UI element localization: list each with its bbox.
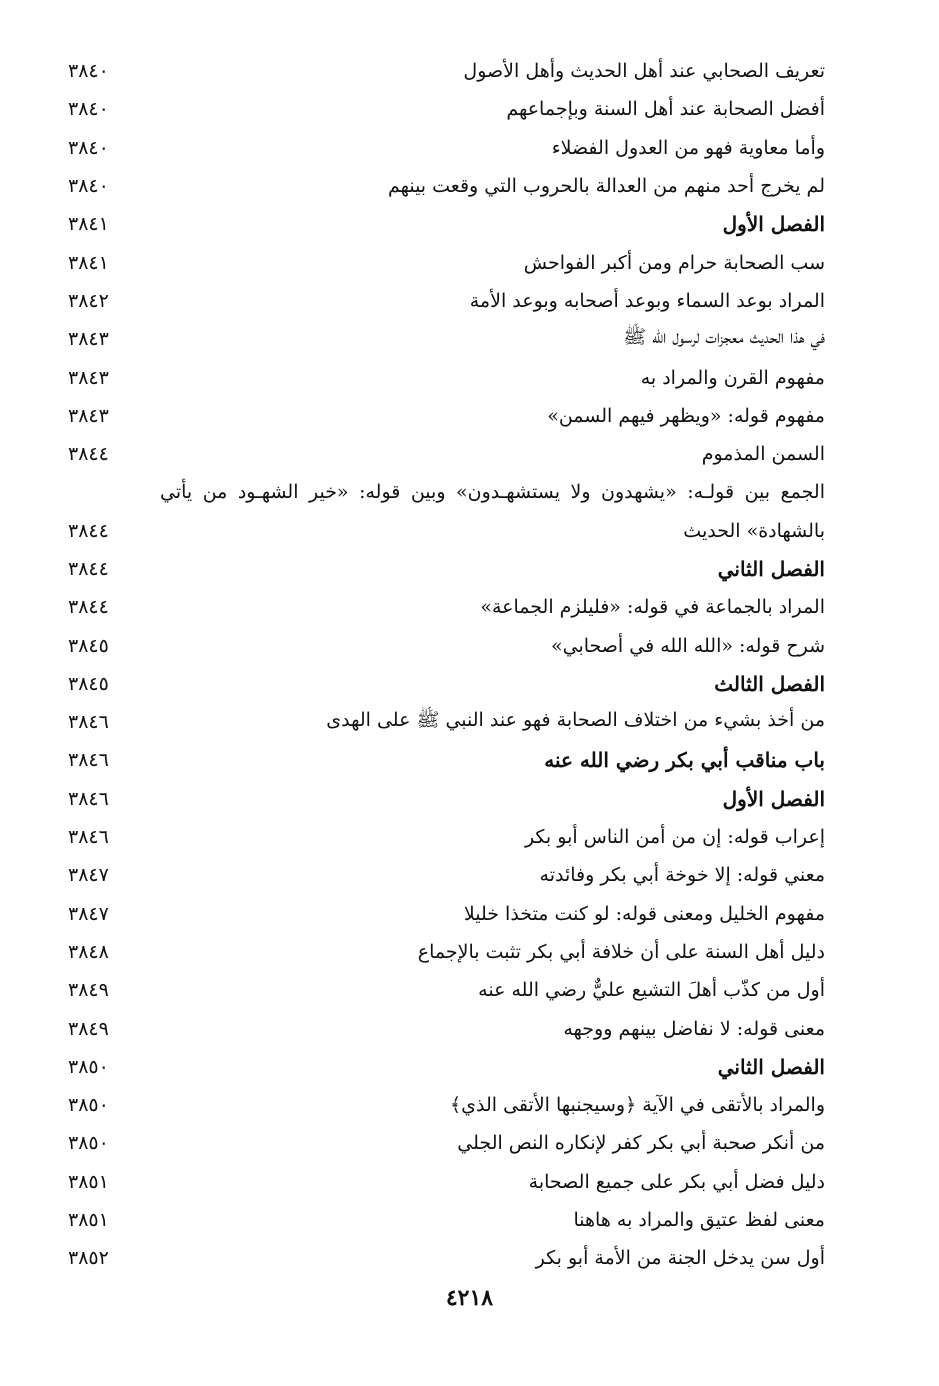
toc-entry-page: ٣٨٤٩ [68,979,109,1002]
toc-entry [60,1124,825,1162]
toc-entry-title: الفصل الثاني [717,557,825,581]
toc-entry-title: الفصل الأول [722,212,825,237]
toc-entry [60,435,825,473]
toc-entry-page: ٣٨٤٧ [68,864,109,887]
toc-entry-title: مفهوم قوله: «ويظهر فيهم السمن» [547,404,825,427]
toc-entry-title: دليل أهل السنة على أن خلافة أبي بكر تثبت بالإجماع [417,940,825,963]
toc-entry-page: ٣٨٤٣ [68,366,109,389]
toc-heading [60,1048,825,1086]
toc-entry-page: ٣٨٤٠ [68,175,109,198]
toc-entry-page: ٣٨٤٧ [68,902,109,925]
toc-entry-page: ٣٨٤٥ [68,672,109,695]
toc-entry-title: دليل فضل أبي بكر على جميع الصحابة [528,1170,825,1193]
toc-entry [60,971,825,1009]
toc-entry-title: باب مناقب أبي بكر رضي الله عنه [544,748,825,773]
toc-entry-title: لم يخرج أحد منهم من العدالة بالحروب التي وقعت بينهم [387,175,825,198]
toc-entry-title: أول من كذّب أهلَ التشيع عليٌّ رضي الله عنه [478,979,825,1002]
toc-entry-page: ٣٨٤٠ [68,136,109,159]
toc-entry-title: الفصل الأول [722,786,825,811]
page-number: ٤٢١٨ [445,1285,494,1311]
toc-entry [60,243,825,281]
toc-entry [60,1086,825,1124]
toc-entry [60,626,825,664]
toc-entry [60,90,825,128]
toc-entry [60,1163,825,1201]
toc-entry-page: ٣٨٤١ [68,251,109,274]
toc-entry [60,588,825,626]
toc-entry [60,1201,825,1239]
toc-entry-page: ٣٨٥٢ [68,1247,109,1270]
toc-entry-title: معنى لفظ عتيق والمراد به هاهنا [573,1209,825,1232]
toc-entry-title: الجمع بين قولـه: «يشهدون ولا يستشهـدون» وبين قوله: «خير الشهـود من يأتي بالشهادة» الحديث [160,481,825,542]
toc-entry-page: ٣٨٥٠ [68,1055,109,1078]
toc-entry-page: ٣٨٤٦ [68,711,109,734]
toc-entry-title: في هذا الحديث معجزات لرسول الله ﷺ [623,326,825,349]
toc-heading [60,780,825,818]
toc-entry-page: ٣٨٥٠ [68,1132,109,1155]
toc-heading [60,665,825,703]
toc-entry-title: معنى قوله: لا نفاضل بينهم ووجهه [563,1017,825,1040]
toc-entry-page: ٣٨٥١ [68,1170,109,1193]
toc-entry [60,473,825,550]
toc-entry-page: ٣٨٤٤ [68,558,109,580]
toc-entry-page: ٣٨٥٠ [68,1094,109,1117]
toc-entry-page: ٣٨٤٢ [68,289,109,312]
toc-entry [60,129,825,167]
toc-entry-title: إعراب قوله: إن من أمن الناس أبو بكر [524,826,825,849]
toc-entry-page: ٣٨٤٣ [68,328,109,351]
toc-entry-title: الفصل الثالث [714,671,825,696]
toc-entry [60,933,825,971]
toc-entry [60,895,825,933]
toc-entry-page: ٣٨٤٥ [68,634,109,657]
toc-entry [60,818,825,856]
toc-entry-page: ٣٨٤٣ [68,404,109,427]
toc-entry-page: ٣٨٤٦ [68,749,109,772]
table-of-contents [60,52,825,1278]
toc-entry-page: ٣٨٤٩ [68,1017,109,1040]
toc-entry-page: ٣٨٤٤ [68,596,109,619]
toc-entry-title: مفهوم القرن والمراد به [640,366,825,389]
toc-entry-page: ٣٨٤١ [68,213,109,236]
toc-entry [60,1239,825,1277]
toc-entry-title: شرح قوله: «الله الله في أصحابي» [551,634,825,657]
toc-entry-title: سب الصحابة حرام ومن أكبر الفواحش [523,251,825,274]
toc-entry-title: من أخذ بشيء من اختلاف الصحابة فهو عند النبي ﷺ على الهدى [326,709,825,732]
toc-entry-title: المراد بالجماعة في قوله: «فليلزم الجماعة» [480,596,825,619]
toc-entry-title: السمن المذموم [701,443,825,466]
toc-entry-title: معني قوله: إلا خوخة أبي بكر وفائدته [539,864,825,887]
toc-entry-page: ٣٨٤٦ [68,826,109,849]
toc-entry-title: المراد بوعد السماء وبوعد أصحابه وبوعد الأمة [469,289,825,312]
toc-heading [60,550,825,588]
toc-entry [60,1009,825,1047]
toc-entry-page: ٣٨٤٨ [68,940,109,963]
toc-entry [60,167,825,205]
toc-entry-page: ٣٨٤٤ [68,443,109,466]
toc-entry-title: من أنكر صحبة أبي بكر كفر لإنكاره النص الجلي [457,1132,825,1155]
toc-entry-title: أفضل الصحابة عند أهل السنة وبإجماعهم [506,98,825,121]
toc-entry [60,282,825,320]
toc-entry [60,320,825,358]
toc-entry [60,397,825,435]
toc-entry-title: مفهوم الخليل ومعنى قوله: لو كنت متخذا خليلا [463,902,825,925]
toc-heading [60,205,825,243]
toc-entry-title: وأما معاوية فهو من العدول الفضلاء [551,136,825,159]
toc-heading [60,741,825,779]
toc-entry-page: ٣٨٤٦ [68,787,109,810]
toc-entry-page: ٣٨٤٤ [68,519,109,542]
toc-entry-title: والمراد بالأتقى في الآية ﴿وسيجنبها الأتقى الذي﴾ [450,1094,825,1117]
toc-entry-page: ٣٨٤٠ [68,98,109,121]
toc-entry-title: تعريف الصحابي عند أهل الحديث وأهل الأصول [463,60,825,83]
toc-entry [60,856,825,894]
toc-entry [60,358,825,396]
toc-entry [60,703,825,741]
toc-entry [60,52,825,90]
toc-entry-page: ٣٨٤٠ [68,60,109,83]
toc-entry-title: الفصل الثاني [717,1054,825,1079]
toc-entry-page: ٣٨٥١ [68,1209,109,1232]
toc-entry-title: أول سن يدخل الجنة من الأمة أبو بكر [535,1247,825,1270]
